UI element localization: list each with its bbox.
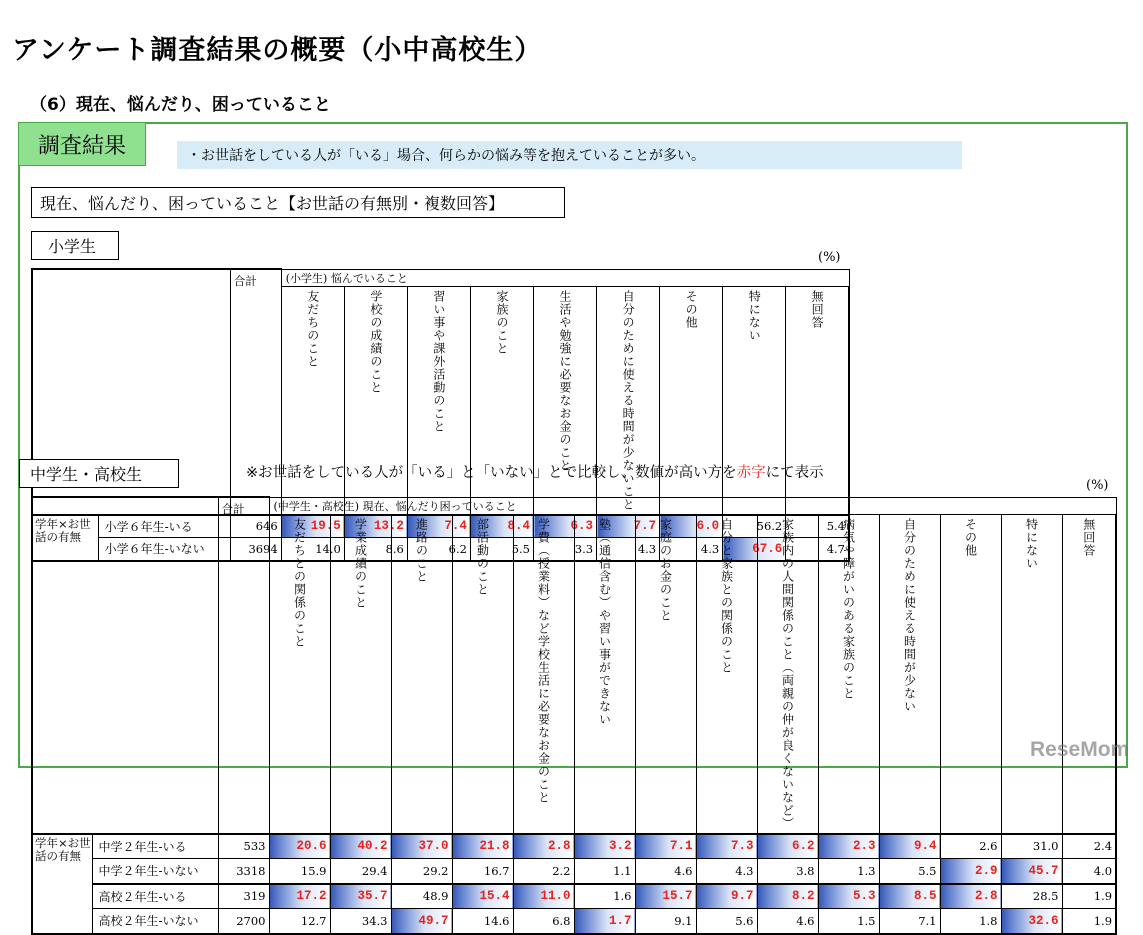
value-cell: 3.8 <box>757 859 818 884</box>
value-cell: 1.5 <box>818 909 879 934</box>
column-header-label: 部活動のこと <box>475 517 490 596</box>
value-cell: 4.6 <box>757 909 818 934</box>
value-cell: 5.6 <box>696 909 757 934</box>
value-cell: 34.3 <box>330 909 391 934</box>
value-cell: 5.4 <box>786 515 849 538</box>
row-total: 646 <box>230 515 281 538</box>
value-cell: 5.5 <box>879 859 940 884</box>
value-cell-highlighted: 3.2 <box>574 834 635 859</box>
row-label: 高校２年生-いない <box>92 909 218 934</box>
row-group-label: 学年×お世話の有無 <box>32 834 92 934</box>
value-cell-highlighted: 2.9 <box>940 859 1001 884</box>
value-cell: 1.8 <box>940 909 1001 934</box>
sec-corner-cell <box>32 497 218 834</box>
column-header-label: 自分のために使える時間が少ない <box>902 517 917 713</box>
value-cell-highlighted: 32.6 <box>1001 909 1062 934</box>
value-cell: 15.9 <box>269 859 330 884</box>
column-header <box>513 514 574 834</box>
secondary-unit-label: (%) <box>1086 478 1109 493</box>
row-label: 中学２年生-いる <box>92 834 218 859</box>
comparison-note-prefix: ※お世話をしている人が「いる」と「いない」とで比較し、数値が高い方を <box>246 465 737 481</box>
value-cell: 29.2 <box>391 859 452 884</box>
value-cell-highlighted: 20.6 <box>269 834 330 859</box>
value-cell: 14.0 <box>281 538 344 561</box>
column-header <box>818 514 879 834</box>
column-header-label: 学費（授業料）など学校生活に必要なお金のこと <box>536 517 551 804</box>
value-cell: 2.2 <box>513 859 574 884</box>
comparison-note-suffix: にて表示 <box>765 465 824 481</box>
row-label: 小学６年生-いない <box>98 538 230 561</box>
value-cell-highlighted: 6.0 <box>660 515 723 538</box>
column-header <box>757 514 818 834</box>
value-cell: 6.2 <box>407 538 470 561</box>
column-header-label: 自分のために使える時間が少ないこと <box>621 289 636 511</box>
column-header-label: その他 <box>684 289 699 329</box>
secondary-results-table <box>31 496 1117 935</box>
sec-group-header: (中学生・高校生) 現在、悩んだり困っていること <box>269 497 1116 514</box>
value-cell-highlighted: 2.8 <box>513 834 574 859</box>
column-header-label: 特にない <box>747 289 762 342</box>
value-cell: 4.7 <box>786 538 849 561</box>
value-cell-highlighted: 8.5 <box>879 884 940 909</box>
value-cell-highlighted: 49.7 <box>391 909 452 934</box>
column-header-label: 進路のこと <box>414 517 429 583</box>
comparison-note-red: 赤字 <box>736 465 766 481</box>
value-cell: 12.7 <box>269 909 330 934</box>
value-cell: 7.1 <box>879 909 940 934</box>
column-header <box>879 514 940 834</box>
summary-note: ・お世話をしている人が「いる」場合、何らかの悩み等を抱えていることが多い。 <box>177 141 962 169</box>
value-cell: 6.8 <box>513 909 574 934</box>
elementary-unit-label: (%) <box>818 250 841 265</box>
column-header-label: 家族内の人間関係のこと（両親の仲が良くないなど） <box>780 517 795 830</box>
column-header <box>452 514 513 834</box>
value-cell: 48.9 <box>391 884 452 909</box>
value-cell: 2.6 <box>940 834 1001 859</box>
value-cell: 56.2 <box>723 515 786 538</box>
value-cell: 29.4 <box>330 859 391 884</box>
value-cell: 1.1 <box>574 859 635 884</box>
column-header-label: 習い事や課外活動のこと <box>431 289 446 433</box>
value-cell-highlighted: 7.4 <box>407 515 470 538</box>
value-cell-highlighted: 13.2 <box>344 515 407 538</box>
column-header <box>1062 514 1116 834</box>
value-cell-highlighted: 7.1 <box>635 834 696 859</box>
value-cell-highlighted: 17.2 <box>269 884 330 909</box>
column-header-label: 無回答 <box>810 289 825 329</box>
result-badge: 調査結果 <box>18 122 146 166</box>
value-cell: 8.6 <box>344 538 407 561</box>
chart-heading: 現在、悩んだり、困っていること【お世話の有無別・複数回答】 <box>31 187 565 218</box>
row-label: 中学２年生-いない <box>92 859 218 884</box>
column-header <box>1001 514 1062 834</box>
row-label: 小学６年生-いる <box>98 515 230 538</box>
value-cell-highlighted: 7.3 <box>696 834 757 859</box>
elementary-section-label: 小学生 <box>31 231 119 260</box>
section-subtitle: （6）現在、悩んだり、困っていること <box>30 95 331 115</box>
value-cell: 1.3 <box>818 859 879 884</box>
value-cell: 2.4 <box>1062 834 1116 859</box>
page-title: アンケート調査結果の概要（小中高校生） <box>12 35 543 66</box>
table-row <box>32 884 1116 909</box>
value-cell-highlighted: 5.3 <box>818 884 879 909</box>
value-cell: 1.6 <box>574 884 635 909</box>
value-cell-highlighted: 45.7 <box>1001 859 1062 884</box>
value-cell: 1.9 <box>1062 884 1116 909</box>
column-header <box>696 514 757 834</box>
value-cell: 14.6 <box>452 909 513 934</box>
column-header <box>391 514 452 834</box>
value-cell-highlighted: 15.7 <box>635 884 696 909</box>
value-cell: 5.5 <box>470 538 533 561</box>
value-cell-highlighted: 6.2 <box>757 834 818 859</box>
value-cell-highlighted: 11.0 <box>513 884 574 909</box>
value-cell-highlighted: 37.0 <box>391 834 452 859</box>
watermark-logo: ReseMom <box>1030 738 1130 761</box>
value-cell-highlighted: 1.7 <box>574 909 635 934</box>
elem-total-header: 合計 <box>230 269 281 515</box>
value-cell-highlighted: 6.3 <box>534 515 597 538</box>
value-cell-highlighted: 67.6 <box>723 538 786 561</box>
column-header-label: その他 <box>963 517 978 557</box>
column-header-label: 自分と家族との関係のこと <box>719 517 734 674</box>
column-header <box>635 514 696 834</box>
value-cell-highlighted: 19.5 <box>281 515 344 538</box>
column-header-label: 無回答 <box>1081 517 1096 557</box>
value-cell: 4.0 <box>1062 859 1116 884</box>
column-header <box>574 514 635 834</box>
column-header-label: 病気や障がいのある家族のこと <box>841 517 856 700</box>
column-header-label: 生活や勉強に必要なお金のこと <box>558 289 573 472</box>
value-cell-highlighted: 8.4 <box>470 515 533 538</box>
row-total: 2700 <box>218 909 269 934</box>
column-header-label: 特にない <box>1024 517 1039 570</box>
value-cell-highlighted: 8.2 <box>757 884 818 909</box>
value-cell: 1.9 <box>1062 909 1116 934</box>
row-label: 高校２年生-いる <box>92 884 218 909</box>
value-cell: 16.7 <box>452 859 513 884</box>
table-row <box>32 834 1116 859</box>
value-cell-highlighted: 2.8 <box>940 884 1001 909</box>
row-total: 533 <box>218 834 269 859</box>
row-total: 3318 <box>218 859 269 884</box>
value-cell-highlighted: 2.3 <box>818 834 879 859</box>
column-header-label: 学業成績のこと <box>353 517 368 609</box>
row-total: 3694 <box>230 538 281 561</box>
value-cell: 4.3 <box>696 859 757 884</box>
value-cell: 4.3 <box>597 538 660 561</box>
sec-total-header: 合計 <box>218 497 269 834</box>
column-header-label: 学校の成績のこと <box>368 289 383 394</box>
value-cell: 31.0 <box>1001 834 1062 859</box>
value-cell: 28.5 <box>1001 884 1062 909</box>
table-row <box>32 909 1116 934</box>
column-header <box>269 514 330 834</box>
value-cell: 3.3 <box>534 538 597 561</box>
column-header-label: 塾（通信含む）や習い事ができない <box>597 517 612 726</box>
column-header-label: 家庭のお金のこと <box>658 517 673 622</box>
column-header-label: 友だちのこと <box>305 289 320 368</box>
value-cell-highlighted: 15.4 <box>452 884 513 909</box>
column-header-label: 友だちとの関係のこと <box>292 517 307 648</box>
value-cell-highlighted: 35.7 <box>330 884 391 909</box>
column-header <box>940 514 1001 834</box>
row-group-label: 学年×お世話の有無 <box>32 515 98 561</box>
value-cell-highlighted: 21.8 <box>452 834 513 859</box>
value-cell: 9.1 <box>635 909 696 934</box>
elem-group-header: (小学生) 悩んでいること <box>281 269 849 286</box>
column-header-label: 家族のこと <box>494 289 509 355</box>
secondary-section-label: 中学生・高校生 <box>19 459 179 488</box>
table-row <box>32 859 1116 884</box>
value-cell-highlighted: 40.2 <box>330 834 391 859</box>
value-cell: 4.3 <box>660 538 723 561</box>
comparison-note <box>246 461 824 482</box>
value-cell-highlighted: 9.7 <box>696 884 757 909</box>
value-cell: 4.6 <box>635 859 696 884</box>
value-cell-highlighted: 9.4 <box>879 834 940 859</box>
row-total: 319 <box>218 884 269 909</box>
column-header <box>330 514 391 834</box>
value-cell-highlighted: 7.7 <box>597 515 660 538</box>
